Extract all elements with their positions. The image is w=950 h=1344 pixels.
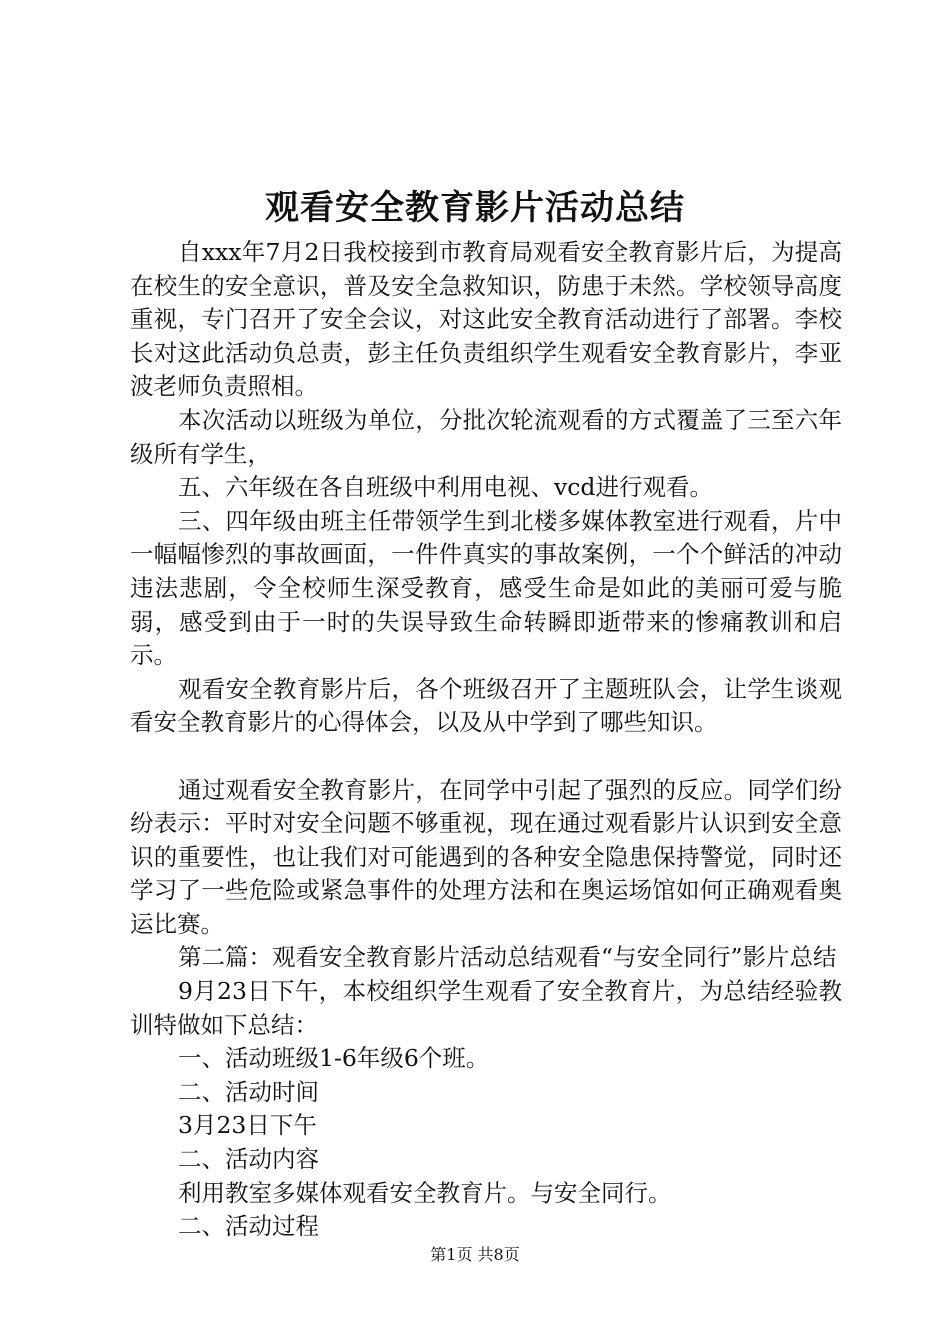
paragraph: 观看安全教育影片后，各个班级召开了主题班队会，让学生谈观看安全教育影片的心得体会，以及从中学到了哪些知识。 <box>130 674 842 737</box>
list-item: 二、活动时间 <box>178 1077 319 1106</box>
list-item: 利用教室多媒体观看安全教育片。与安全同行。 <box>178 1178 672 1207</box>
section-heading: 第二篇：观看安全教育影片活动总结观看“与安全同行”影片总结 <box>178 943 837 972</box>
paragraph: 本次活动以班级为单位，分批次轮流观看的方式覆盖了三至六年级所有学生， <box>130 405 842 468</box>
paragraph: 通过观看安全教育影片，在同学中引起了强烈的反应。同学们纷纷表示：平时对安全问题不够重视，现在通过观看影片认识到安全意识的重要性，也让我们对可能遇到的各种安全隐患保持警觉，同时还学习了一些危险或紧急事件的处理方法和在奥运场馆如何正确观看奥运比赛。 <box>130 775 842 938</box>
list-item: 一、活动班级1-6年级6个班。 <box>178 1044 490 1073</box>
page-number-footer: 第1页 共8页 <box>430 1245 520 1264</box>
paragraph: 9月23日下午，本校组织学生观看了安全教育片，为总结经验教训特做如下总结： <box>130 977 842 1039</box>
document-body <box>130 236 842 1244</box>
list-item: 二、活动过程 <box>178 1212 319 1241</box>
list-item: 3月23日下午 <box>178 1111 317 1140</box>
paragraph: 五、六年级在各自班级中利用电视、vcd进行观看。 <box>178 473 713 502</box>
document-title: 观看安全教育影片活动总结 <box>265 188 685 228</box>
list-item: 二、活动内容 <box>178 1145 319 1174</box>
paragraph: 自xxx年7月2日我校接到市教育局观看安全教育影片后，为提高在校生的安全意识，普及安全急救知识，防患于未然。学校领导高度重视，专门召开了安全会议，对这此安全教育活动进行了部署。李校长对这此活动负总责，彭主任负责组织学生观看安全教育影片，李亚波老师负责照相。 <box>130 238 842 401</box>
paragraph: 三、四年级由班主任带领学生到北楼多媒体教室进行观看，片中一幅幅惨烈的事故画面，一件件真实的事故案例，一个个鲜活的冲动违法悲剧，令全校师生深受教育，感受生命是如此的美丽可爱与脆弱，感受到由于一时的失误导致生命转瞬即逝带来的惨痛教训和启示。 <box>130 506 842 670</box>
